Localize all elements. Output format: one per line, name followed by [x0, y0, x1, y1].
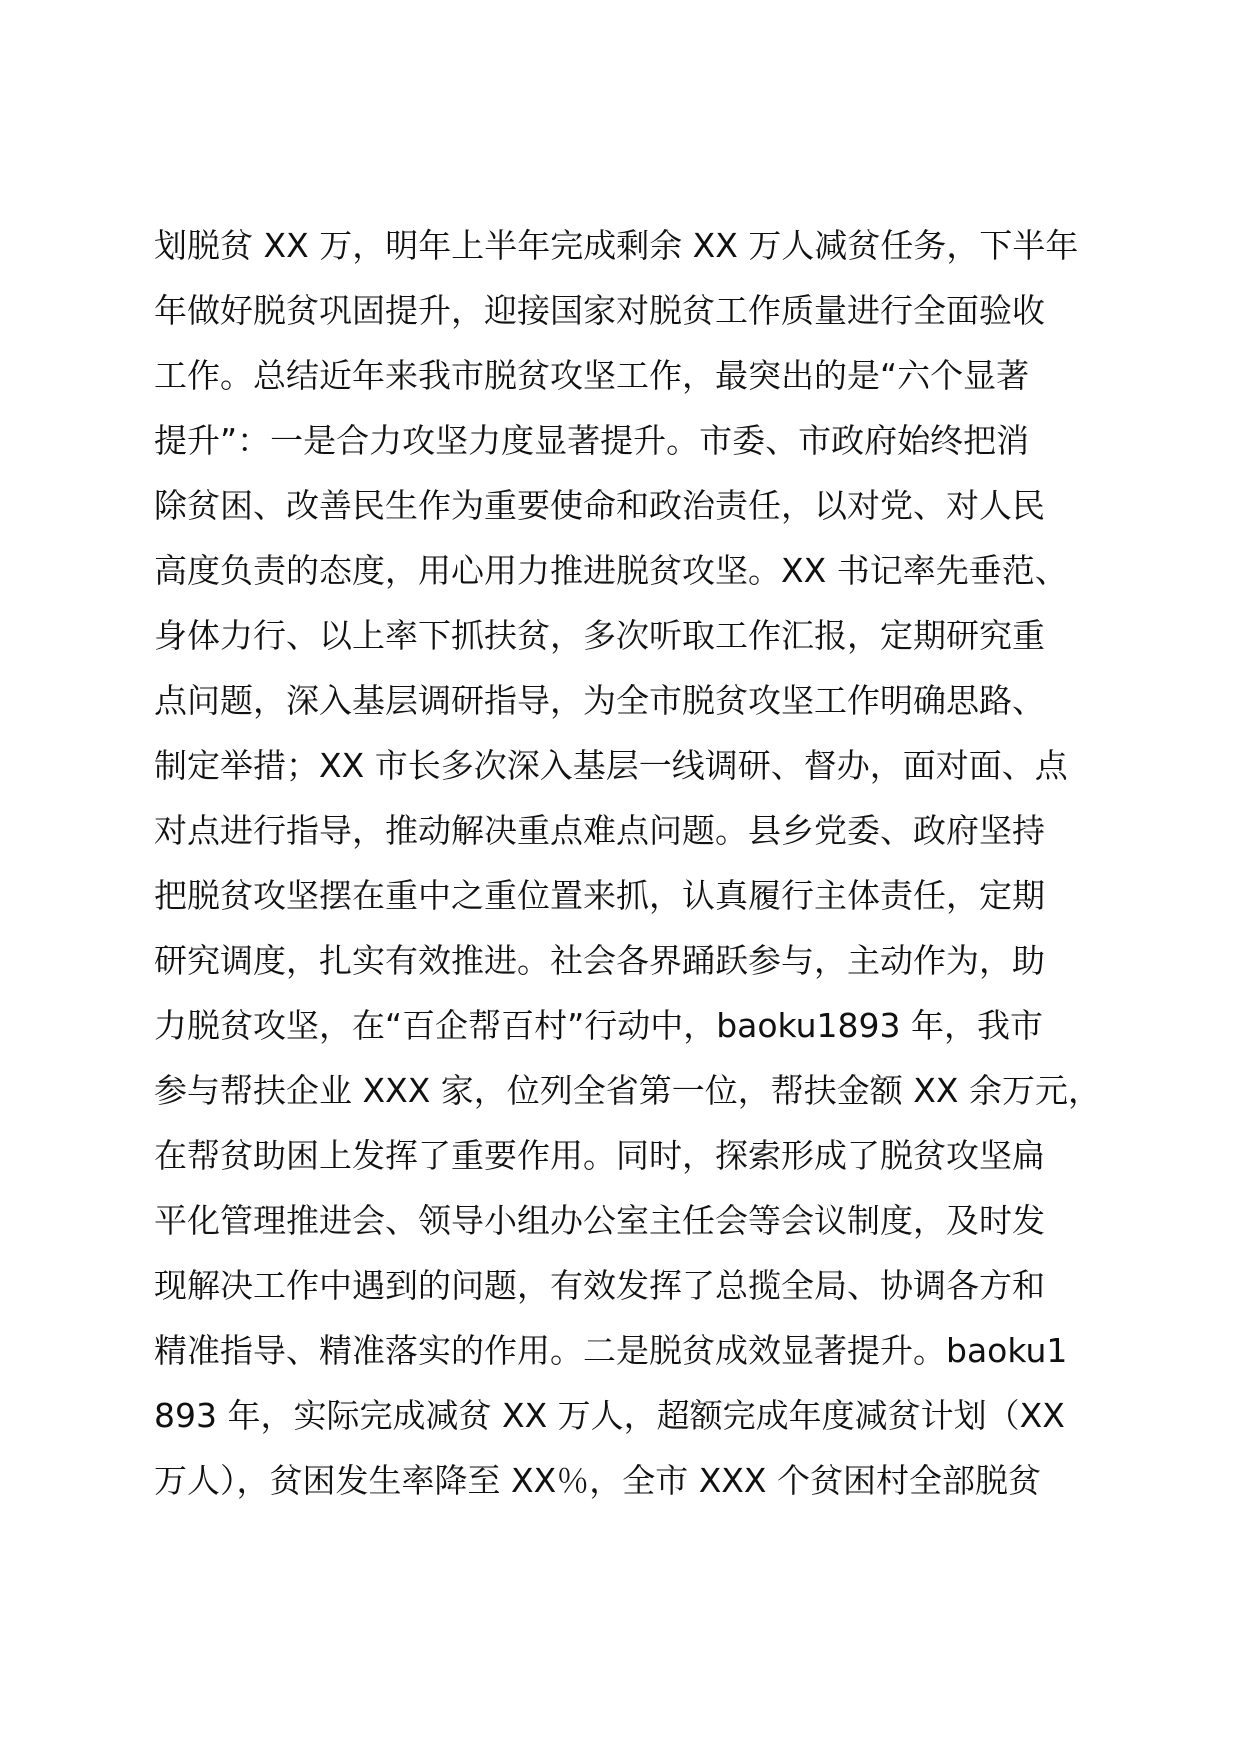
text-line-2: 年做好脱贫巩固提升，迎接国家对脱贫工作质量进行全面验收	[154, 291, 1045, 330]
text-line-19: 893 年，实际完成减贫 XX 万人，超额完成年度减贫计划（XX	[154, 1396, 1065, 1435]
text-line-13: 力脱贫攻坚，在“百企帮百村”行动中，baoku1893 年，我市	[154, 1006, 1044, 1045]
text-line-8: 点问题，深入基层调研指导，为全市脱贫攻坚工作明确思路、	[154, 681, 1045, 720]
text-line-15: 在帮贫助困上发挥了重要作用。同时，探索形成了脱贫攻坚扁	[154, 1136, 1045, 1175]
text-line-10: 对点进行指导，推动解决重点难点问题。县乡党委、政府坚持	[154, 811, 1045, 850]
text-line-6: 高度负责的态度，用心用力推进脱贫攻坚。XX 书记率先垂范、	[154, 551, 1068, 590]
text-line-17: 现解决工作中遇到的问题，有效发挥了总揽全局、协调各方和	[154, 1266, 1045, 1305]
text-line-16: 平化管理推进会、领导小组办公室主任会等会议制度，及时发	[154, 1201, 1045, 1240]
body-text	[154, 213, 1101, 1513]
text-line-4: 提升”：一是合力攻坚力度显著提升。市委、市政府始终把消	[154, 421, 1030, 460]
text-line-7: 身体力行、以上率下抓扶贫，多次听取工作汇报，定期研究重	[154, 616, 1045, 655]
text-line-12: 研究调度，扎实有效推进。社会各界踊跃参与，主动作为，助	[154, 941, 1045, 980]
text-line-14: 参与帮扶企业 XXX 家，位列全省第一位，帮扶金额 XX 余万元，	[154, 1071, 1101, 1110]
text-line-11: 把脱贫攻坚摆在重中之重位置来抓，认真履行主体责任，定期	[154, 876, 1045, 915]
text-line-20: 万人），贫困发生率降至 XX％，全市 XXX 个贫困村全部脱贫	[154, 1461, 1042, 1500]
text-line-5: 除贫困、改善民生作为重要使命和政治责任，以对党、对人民	[154, 486, 1045, 525]
text-line-3: 工作。总结近年来我市脱贫攻坚工作，最突出的是“六个显著	[154, 356, 1030, 395]
text-line-9: 制定举措；XX 市长多次深入基层一线调研、督办，面对面、点	[154, 746, 1068, 785]
text-line-1: 划脱贫 XX 万，明年上半年完成剩余 XX 万人减贫任务，下半年	[154, 226, 1079, 265]
text-line-18: 精准指导、精准落实的作用。二是脱贫成效显著提升。baoku1	[154, 1331, 1068, 1370]
